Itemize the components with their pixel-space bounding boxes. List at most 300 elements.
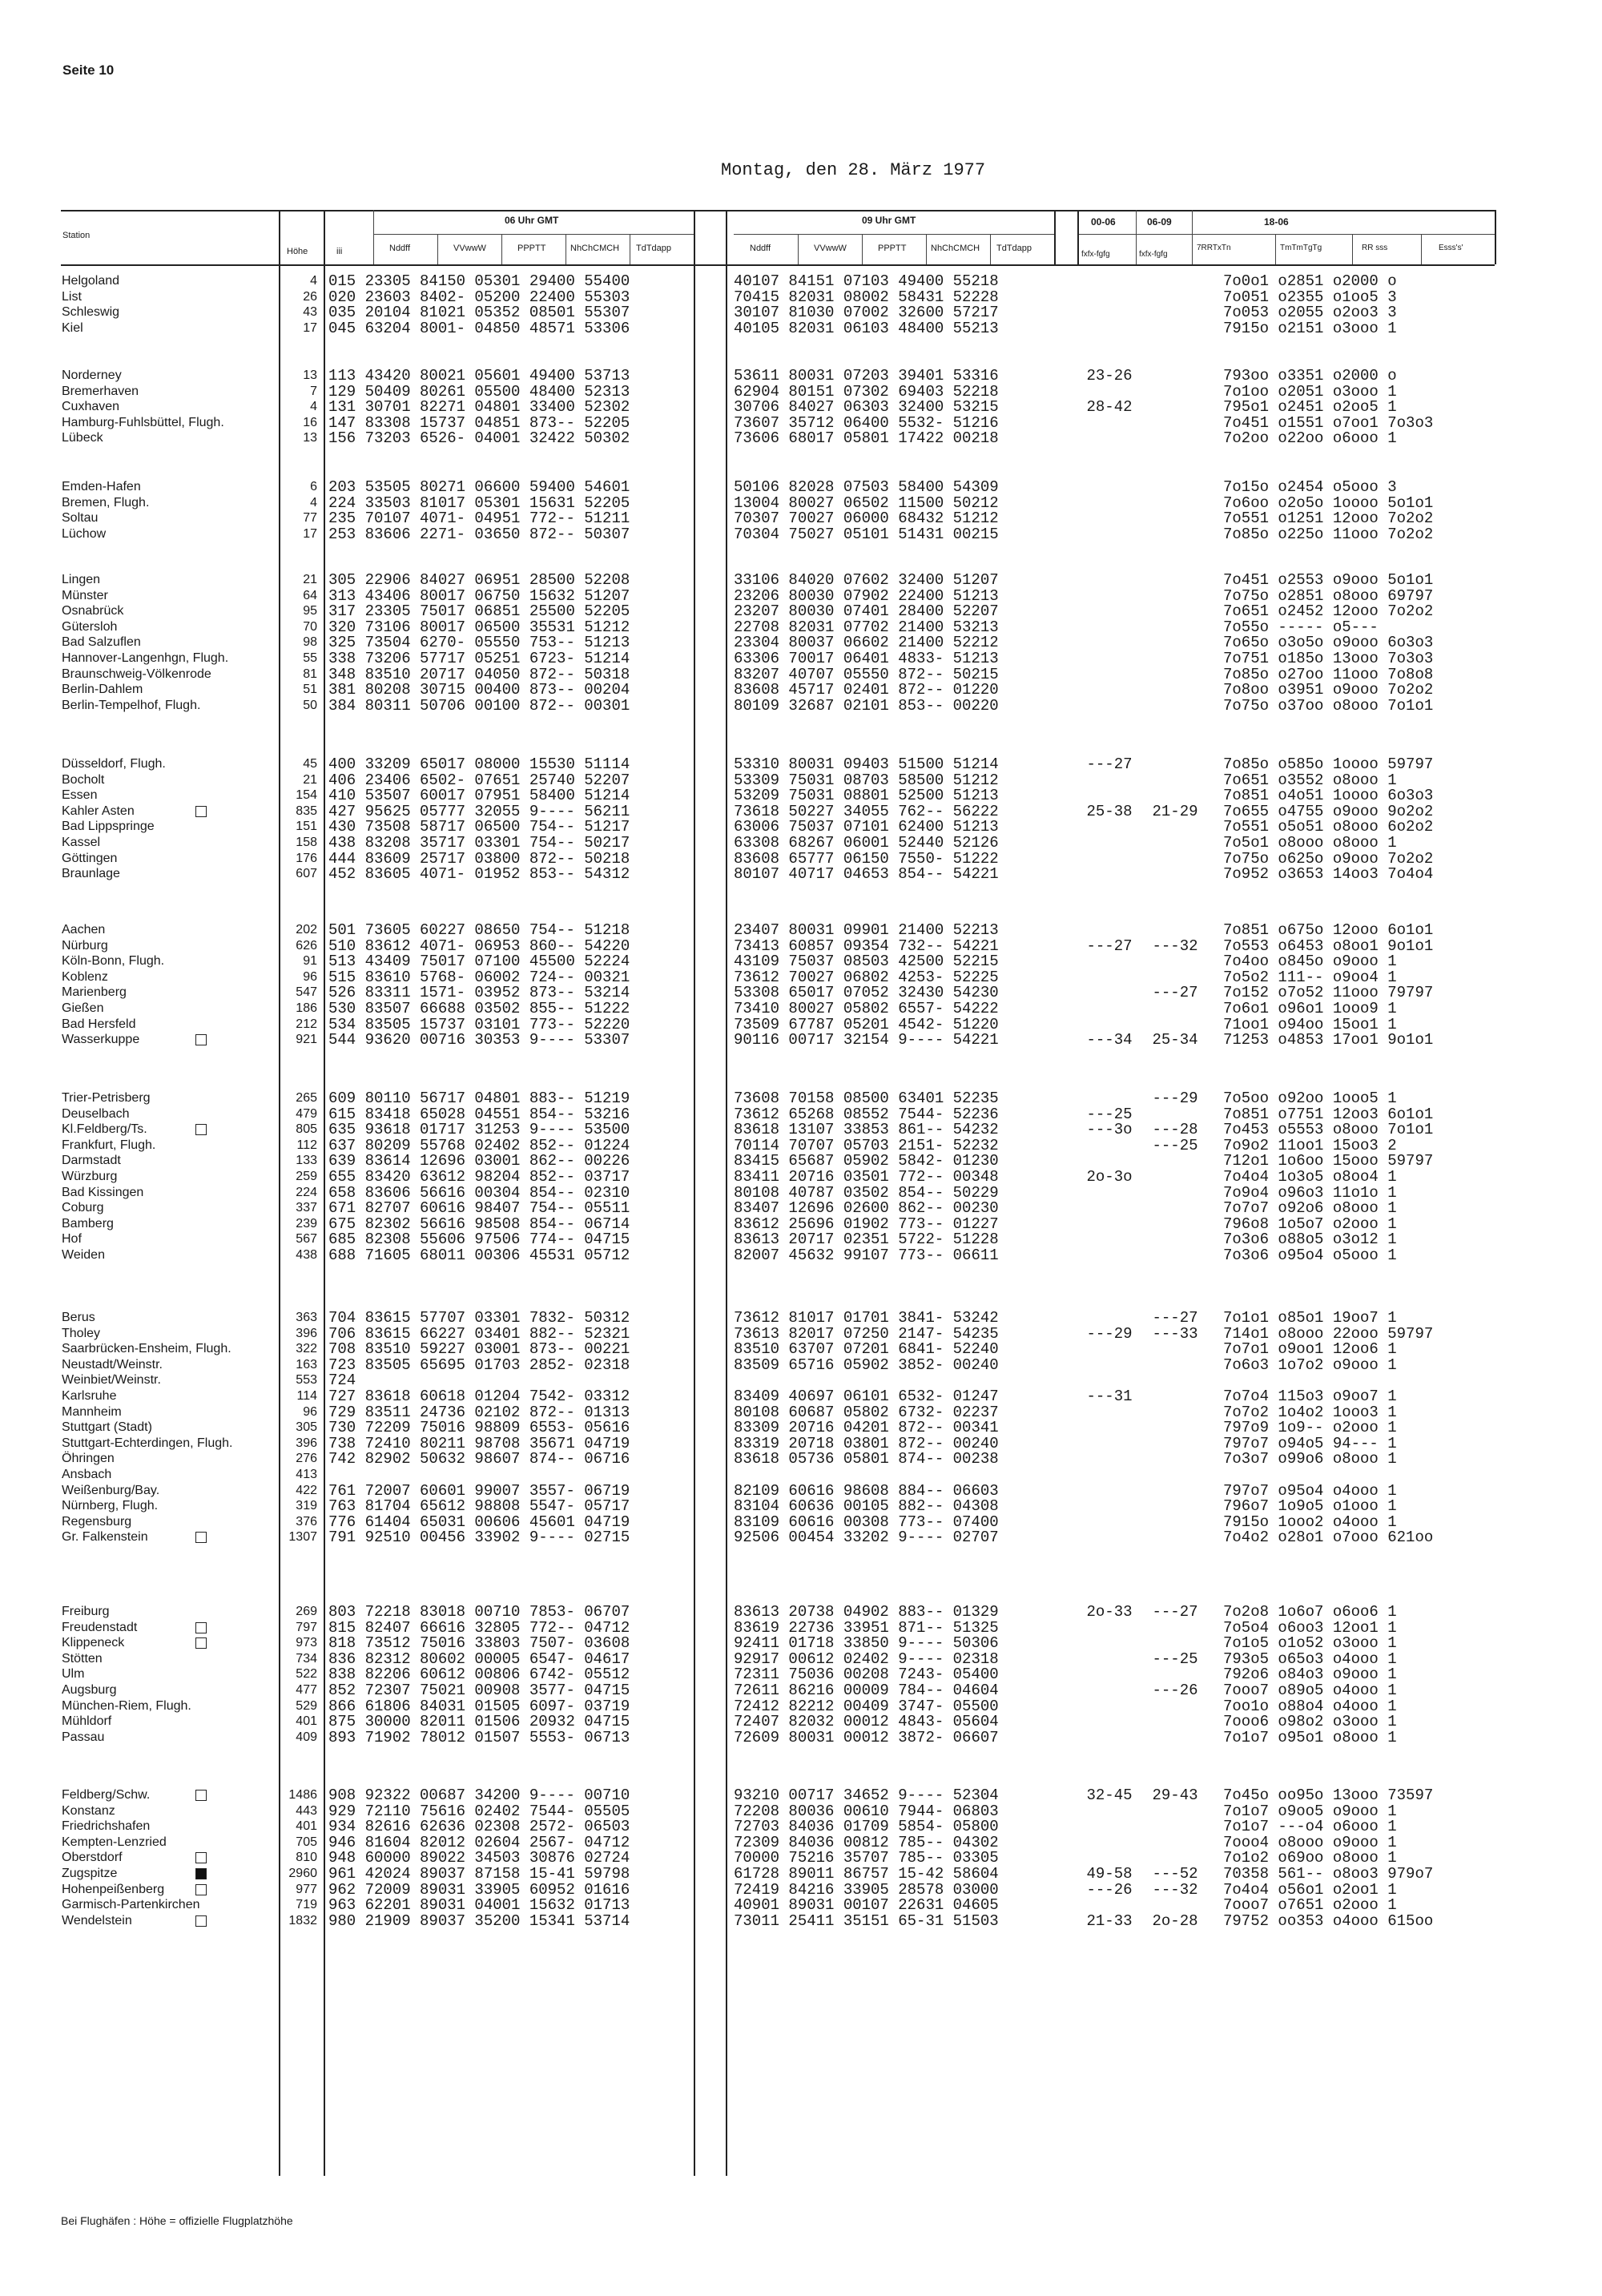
- summary-1806: 7o6o1 o96o1 1ooo9 1: [1223, 1000, 1397, 1017]
- rule-09-end: [1054, 210, 1056, 264]
- gust-0609: ---27: [1152, 1309, 1198, 1327]
- obs-09: 83509 65716 05902 3852- 00240: [734, 1355, 999, 1374]
- station-name: Konstanz: [62, 1803, 115, 1818]
- obs-09: 30706 84027 06303 32400 53215: [734, 398, 999, 417]
- header-period-1806: 18-06: [1264, 216, 1289, 228]
- obs-09: 40105 82031 06103 48400 55213: [734, 319, 999, 337]
- station-name: Klippeneck: [62, 1636, 125, 1650]
- summary-1806: 7o7o2 1o4o2 1ooo3 1: [1223, 1403, 1397, 1421]
- station-name: Garmisch-Partenkirchen: [62, 1898, 200, 1912]
- summary-1806: 7o7o7 o92o6 o8ooo 1: [1223, 1199, 1397, 1218]
- rule-h9-2: [862, 234, 863, 264]
- gust-0006: ---27: [1086, 937, 1133, 955]
- station-hoehe: 202: [296, 923, 317, 937]
- obs-06: 131 30701 82271 04801 33400 52302: [328, 398, 630, 417]
- obs-06: 348 83510 20717 04050 872-- 50318: [328, 665, 630, 683]
- obs-06: 444 83609 25717 03800 872-- 50218: [328, 849, 630, 868]
- station-name: Hof: [62, 1232, 82, 1247]
- obs-09: 70000 75216 35707 785-- 03305: [734, 1849, 999, 1867]
- station-hoehe: 973: [296, 1636, 317, 1650]
- station-hoehe: 921: [296, 1033, 317, 1047]
- gust-0609: ---25: [1152, 1649, 1198, 1668]
- station-hoehe: 239: [296, 1216, 317, 1231]
- table-row: [0, 1001, 1602, 1017]
- obs-06: 325 73504 6270- 05550 753-- 51213: [328, 634, 630, 652]
- header-iii: iii: [336, 247, 343, 256]
- station-hoehe: 276: [296, 1452, 317, 1466]
- obs-09: 70304 75027 05101 51431 00215: [734, 525, 999, 543]
- gust-0006: ---31: [1086, 1388, 1133, 1405]
- table-row: [0, 1106, 1602, 1122]
- table-row: [0, 384, 1602, 400]
- summary-1806: 7o655 o4755 o9ooo 9o2o2: [1223, 802, 1434, 820]
- table-row: [0, 1787, 1602, 1803]
- station-hoehe: 151: [296, 820, 317, 834]
- station-hoehe: 479: [296, 1106, 317, 1121]
- obs-06: 685 82308 55606 97506 774-- 04715: [328, 1231, 630, 1249]
- obs-06: 035 20104 81021 05352 08501 55307: [328, 304, 630, 322]
- table-row: [0, 1138, 1602, 1154]
- obs-06: 738 72410 80211 98708 35671 04719: [328, 1434, 630, 1452]
- rule-h9-1: [798, 234, 799, 264]
- obs-06: 908 92322 00687 34200 9---- 00710: [328, 1786, 630, 1804]
- rule-p5: [1352, 234, 1353, 264]
- table-row: [0, 1882, 1602, 1898]
- table-row: [0, 588, 1602, 604]
- summary-1806: 714o1 o8ooo 22ooo 59797: [1223, 1324, 1434, 1343]
- obs-06: 635 93618 01717 31253 9---- 53500: [328, 1121, 630, 1139]
- table-row: [0, 1436, 1602, 1452]
- station-hoehe: 43: [303, 305, 317, 320]
- station-name: Ulm: [62, 1667, 85, 1682]
- station-name: Berus: [62, 1311, 95, 1324]
- obs-09: 73618 50227 34055 762-- 56222: [734, 802, 999, 820]
- station-hoehe: 186: [296, 1001, 317, 1015]
- gust-0006: ---26: [1086, 1880, 1133, 1899]
- obs-06: 948 60000 89022 34503 30876 02724: [328, 1849, 630, 1867]
- obs-06: 704 83615 57707 03301 7832- 50312: [328, 1309, 630, 1327]
- obs-09: 33106 84020 07602 32400 51207: [734, 571, 999, 589]
- header-06-ppptt: PPPTT: [517, 244, 546, 253]
- station-name: Nürnberg, Flugh.: [62, 1499, 159, 1513]
- station-hoehe: 319: [296, 1499, 317, 1513]
- table-row: [0, 619, 1602, 635]
- obs-06: 430 73508 58717 06500 754-- 51217: [328, 818, 630, 836]
- summary-1806: 7o75o o2851 o8ooo 69797: [1223, 586, 1434, 605]
- station-hoehe: 401: [296, 1819, 317, 1834]
- obs-09: 61728 89011 86757 15-42 58604: [734, 1865, 999, 1883]
- obs-09: 72311 75036 00208 7243- 05400: [734, 1666, 999, 1684]
- table-row: [0, 756, 1602, 772]
- obs-06: 253 83606 2271- 03650 872-- 50307: [328, 525, 630, 543]
- summary-1806: 79752 oo353 o4ooo 615oo: [1223, 1911, 1434, 1930]
- station-hoehe: 154: [296, 788, 317, 803]
- summary-1806: 7o8oo o3951 o9ooo 7o2o2: [1223, 681, 1434, 699]
- station-name: Weiden: [62, 1248, 105, 1262]
- header-09-ppptt: PPPTT: [878, 244, 907, 253]
- header-period-0609: 06-09: [1147, 216, 1172, 228]
- obs-09: 90116 00717 32154 9---- 54221: [734, 1031, 999, 1049]
- obs-09: 23206 80030 07902 22400 51213: [734, 586, 999, 605]
- obs-09: 72703 84036 01709 5854- 05800: [734, 1818, 999, 1836]
- table-row: [0, 479, 1602, 495]
- footnote: Bei Flughäfen : Höhe = offizielle Flugplatzhöhe: [61, 2214, 293, 2227]
- table-top-rule: [61, 210, 1495, 211]
- table-row: [0, 273, 1602, 289]
- summary-1806: 7o9o4 o96o3 11o1o 1: [1223, 1183, 1397, 1202]
- summary-1806: 7o45o oo95o 13ooo 73597: [1223, 1786, 1434, 1804]
- obs-09: 70415 82031 08002 58431 52228: [734, 288, 999, 306]
- station-hoehe: 4: [310, 400, 317, 414]
- gust-0609: ---29: [1152, 1090, 1198, 1107]
- station-name: Köln-Bonn, Flugh.: [62, 954, 165, 969]
- obs-09: 72309 84036 00812 785-- 04302: [734, 1833, 999, 1851]
- station-hoehe: 1486: [288, 1788, 317, 1802]
- gust-0609: 25-34: [1152, 1031, 1198, 1049]
- station-name: Weißenburg/Bay.: [62, 1483, 160, 1497]
- obs-06: 675 82302 56616 98508 854-- 06714: [328, 1214, 630, 1233]
- header-gust-0609: fxfx-fgfg: [1139, 250, 1168, 259]
- obs-09: 43109 75037 08503 42500 52215: [734, 953, 999, 971]
- station-name: Koblenz: [62, 969, 108, 984]
- obs-09: 73410 80027 05802 6557- 54222: [734, 1000, 999, 1017]
- obs-09: 83618 13107 33853 861-- 54232: [734, 1121, 999, 1139]
- summary-1806: 7o85o o225o 11ooo 7o2o2: [1223, 525, 1434, 543]
- square-icon: [195, 1124, 207, 1135]
- summary-1806: 7o75o o37oo o8ooo 7o1o1: [1223, 696, 1434, 715]
- summary-1806: 7o1o1 o85o1 19oo7 1: [1223, 1309, 1397, 1327]
- obs-09: 70114 70707 05703 2151- 52232: [734, 1136, 999, 1154]
- summary-1806: 7o4oo o845o o9ooo 1: [1223, 953, 1397, 971]
- obs-09: 83411 20716 03501 772-- 00348: [734, 1168, 999, 1186]
- square-icon: [195, 1790, 207, 1801]
- station-hoehe: 114: [296, 1389, 317, 1403]
- station-hoehe: 13: [303, 369, 317, 382]
- obs-09: 83207 40707 05550 872-- 50215: [734, 665, 999, 683]
- station-name: Lingen: [62, 573, 101, 586]
- station-hoehe: 396: [296, 1326, 317, 1340]
- table-row: [0, 1341, 1602, 1357]
- station-hoehe: 163: [296, 1357, 317, 1372]
- summary-1806: 7o1oo o2051 o3ooo 1: [1223, 382, 1397, 401]
- rule-h6-2: [501, 234, 502, 264]
- station-hoehe: 443: [296, 1803, 317, 1818]
- table-row: [0, 953, 1602, 969]
- summary-1806: 712o1 1o6oo 15ooo 59797: [1223, 1152, 1434, 1170]
- station-hoehe: 51: [303, 683, 317, 697]
- station-name: Wendelstein: [62, 1913, 132, 1927]
- table-row: [0, 1388, 1602, 1404]
- summary-1806: 7915o 1ooo2 o4ooo 1: [1223, 1513, 1397, 1531]
- table-row: [0, 1451, 1602, 1467]
- station-hoehe: 529: [296, 1698, 317, 1713]
- table-row: [0, 1682, 1602, 1698]
- station-hoehe: 6: [310, 480, 317, 493]
- station-hoehe: 17: [303, 526, 317, 541]
- summary-1806: 7o1o7 ---o4 o6ooo 1: [1223, 1818, 1397, 1836]
- table-row: [0, 1247, 1602, 1263]
- gust-0609: ---26: [1152, 1682, 1198, 1699]
- obs-06: 534 83505 15737 03101 773-- 52220: [328, 1015, 630, 1033]
- station-name: Tholey: [62, 1326, 101, 1340]
- rule-iii: [373, 210, 374, 264]
- header-gust-0006: fxfx-fgfg: [1081, 250, 1110, 259]
- table-row: [0, 1835, 1602, 1851]
- table-row: [0, 304, 1602, 320]
- summary-1806: 7o152 o7o52 11ooo 79797: [1223, 984, 1434, 1002]
- summary-1806: 7o952 o3653 14oo3 7o4o4: [1223, 865, 1434, 884]
- gust-0006: 32-45: [1086, 1786, 1133, 1804]
- obs-06: 452 83605 4071- 01952 853-- 54312: [328, 865, 630, 884]
- table-row: [0, 1032, 1602, 1048]
- table-row: [0, 1651, 1602, 1667]
- header-06-dewpoint: TdTdapp: [636, 244, 672, 253]
- obs-06: 609 80110 56717 04801 883-- 51219: [328, 1090, 630, 1107]
- obs-06: 147 83308 15737 04851 873-- 52205: [328, 413, 630, 432]
- station-hoehe: 158: [296, 836, 317, 849]
- summary-1806: 7o5oo o92oo 1ooo5 1: [1223, 1090, 1397, 1107]
- table-row: [0, 1169, 1602, 1185]
- table-row: [0, 1913, 1602, 1929]
- obs-09: 83608 65777 06150 7550- 51222: [734, 849, 999, 868]
- header-06-nddff: Nddff: [389, 244, 411, 253]
- obs-09: 53611 80031 07203 39401 53316: [734, 367, 999, 385]
- station-name: Würzburg: [62, 1170, 118, 1183]
- summary-1806: 797o7 o94o5 94--- 1: [1223, 1434, 1397, 1452]
- gust-0006: ---3o: [1086, 1121, 1133, 1139]
- obs-09: 70307 70027 06000 68432 51212: [734, 510, 999, 528]
- station-name: Kassel: [62, 836, 101, 849]
- station-hoehe: 734: [296, 1651, 317, 1666]
- gust-0609: 21-29: [1152, 802, 1198, 820]
- obs-09: 53209 75031 08801 52500 51213: [734, 787, 999, 805]
- header-06-uhr: 06 Uhr GMT: [505, 215, 559, 226]
- table-row: [0, 1498, 1602, 1514]
- summary-1806: 7ooo6 o98o2 o3ooo 1: [1223, 1713, 1397, 1731]
- filled-square-icon: [195, 1868, 207, 1879]
- gust-0609: ---28: [1152, 1121, 1198, 1139]
- obs-09: 83612 25696 01902 773-- 01227: [734, 1214, 999, 1233]
- table-row: [0, 1153, 1602, 1169]
- table-row: [0, 1357, 1602, 1373]
- station-hoehe: 269: [296, 1605, 317, 1618]
- station-hoehe: 438: [296, 1248, 317, 1262]
- station-name: Augsburg: [62, 1683, 117, 1697]
- table-row: [0, 682, 1602, 698]
- table-row: [0, 1122, 1602, 1138]
- obs-06: 729 83511 24736 02102 872-- 01313: [328, 1403, 630, 1421]
- table-row: [0, 368, 1602, 384]
- station-hoehe: 81: [303, 667, 317, 681]
- station-name: Lübeck: [62, 431, 103, 445]
- station-hoehe: 26: [303, 289, 317, 304]
- gust-0006: ---29: [1086, 1324, 1133, 1343]
- summary-1806: 70358 561-- o8oo3 979o7: [1223, 1865, 1434, 1883]
- summary-1806: 7oo1o o88o4 o4ooo 1: [1223, 1697, 1397, 1715]
- obs-09: 40107 84151 07103 49400 55218: [734, 272, 999, 290]
- header-sub-rule-09: [734, 234, 1054, 235]
- summary-1806: 7o551 o5o51 o8ooo 6o2o2: [1223, 818, 1434, 836]
- obs-09: 80109 32687 02101 853-- 00220: [734, 696, 999, 715]
- obs-06: 838 82206 60612 00806 6742- 05512: [328, 1666, 630, 1684]
- obs-06: 313 43406 80017 06750 15632 51207: [328, 586, 630, 605]
- obs-09: 80108 60687 05802 6732- 02237: [734, 1403, 999, 1421]
- station-name: Berlin-Tempelhof, Flugh.: [62, 698, 201, 712]
- table-row: [0, 851, 1602, 867]
- table-row: [0, 651, 1602, 667]
- obs-06: 934 82616 62636 02308 2572- 06503: [328, 1818, 630, 1836]
- obs-06: 962 72009 89031 33905 60952 01616: [328, 1880, 630, 1899]
- summary-1806: 7o1o5 o1o52 o3ooo 1: [1223, 1634, 1397, 1653]
- summary-1806: 793o5 o65o3 o4ooo 1: [1223, 1649, 1397, 1668]
- header-09-uhr: 09 Uhr GMT: [862, 215, 916, 226]
- header-extremes: TmTmTgTg: [1280, 244, 1322, 252]
- table-row: [0, 1866, 1602, 1882]
- obs-06: 338 73206 57717 05251 6723- 51214: [328, 650, 630, 667]
- station-hoehe: 4: [310, 495, 317, 510]
- summary-1806: 7o4o4 o56o1 o2oo1 1: [1223, 1880, 1397, 1899]
- gust-0609: ---33: [1152, 1324, 1198, 1343]
- summary-1806: 797o9 1o9-- o2ooo 1: [1223, 1419, 1397, 1437]
- summary-1806: 7o3o6 o95o4 o5ooo 1: [1223, 1247, 1397, 1264]
- obs-09: 63006 75037 07101 62400 51213: [734, 818, 999, 836]
- station-hoehe: 363: [296, 1311, 317, 1324]
- obs-09: 82109 60616 98608 884-- 06603: [734, 1481, 999, 1500]
- station-name: Kiel: [62, 320, 83, 335]
- summary-1806: 7o2o8 1o6o7 o6oo6 1: [1223, 1603, 1397, 1621]
- table-row: [0, 1372, 1602, 1388]
- summary-1806: 7o3o6 o88o5 o3o12 1: [1223, 1231, 1397, 1249]
- obs-06: 615 83418 65028 04551 854-- 53216: [328, 1105, 630, 1123]
- obs-09: 83510 63707 07201 6841- 52240: [734, 1340, 999, 1359]
- summary-1806: 71oo1 o94oo 15oo1 1: [1223, 1015, 1397, 1033]
- station-name: Bad Kissingen: [62, 1185, 144, 1199]
- station-hoehe: 7: [310, 384, 317, 398]
- station-hoehe: 322: [296, 1342, 317, 1356]
- station-hoehe: 45: [303, 757, 317, 771]
- table-row: [0, 526, 1602, 542]
- obs-06: 655 83420 63612 98204 852-- 03717: [328, 1168, 630, 1186]
- obs-06: 526 83311 1571- 03952 873-- 53214: [328, 984, 630, 1002]
- station-hoehe: 98: [303, 635, 317, 650]
- table-row: [0, 938, 1602, 954]
- station-name: Essen: [62, 788, 98, 803]
- station-hoehe: 422: [296, 1483, 317, 1497]
- summary-1806: 7o453 o5553 o8ooo 7o1o1: [1223, 1121, 1434, 1139]
- obs-06: 501 73605 60227 08650 754-- 51218: [328, 921, 630, 939]
- obs-09: 83619 22736 33951 871-- 51325: [734, 1618, 999, 1637]
- station-hoehe: 409: [296, 1730, 317, 1744]
- station-name: Kahler Asten: [62, 804, 135, 818]
- station-name: Münster: [62, 588, 108, 602]
- station-name: Hamburg-Fuhlsbüttel, Flugh.: [62, 415, 224, 429]
- obs-09: 92917 00612 02402 9---- 02318: [734, 1649, 999, 1668]
- summary-1806: 7o051 o2355 o1oo5 3: [1223, 288, 1397, 306]
- station-name: Stuttgart-Echterdingen, Flugh.: [62, 1436, 233, 1450]
- station-name: Wasserkuppe: [62, 1033, 140, 1047]
- station-hoehe: 96: [303, 1404, 317, 1419]
- station-name: Emden-Hafen: [62, 480, 141, 493]
- header-rr-snow: RR sss: [1362, 244, 1388, 252]
- summary-1806: 7o651 o3552 o8ooo 1: [1223, 771, 1397, 789]
- station-hoehe: 567: [296, 1232, 317, 1247]
- summary-1806: 7o851 o4o51 1oooo 6o3o3: [1223, 787, 1434, 805]
- station-name: Bocholt: [62, 772, 105, 787]
- obs-09: 50106 82028 07503 58400 54309: [734, 478, 999, 496]
- summary-1806: 795o1 o2451 o2oo5 1: [1223, 398, 1397, 417]
- station-name: Zugspitze: [62, 1867, 118, 1880]
- station-name: Freudenstadt: [62, 1620, 138, 1634]
- gust-0609: ---27: [1152, 984, 1198, 1002]
- gust-0609: ---32: [1152, 1880, 1198, 1899]
- obs-09: 73612 81017 01701 3841- 53242: [734, 1309, 999, 1327]
- gust-0609: ---25: [1152, 1136, 1198, 1154]
- gust-0006: ---25: [1086, 1105, 1133, 1123]
- table-row: [0, 320, 1602, 336]
- station-name: Coburg: [62, 1201, 104, 1215]
- summary-1806: 7o5o4 o6oo3 12oo1 1: [1223, 1618, 1397, 1637]
- obs-09: 63308 68267 06001 52440 52126: [734, 834, 999, 852]
- table-row: [0, 430, 1602, 446]
- table-row: [0, 1803, 1602, 1819]
- station-name: Mannheim: [62, 1404, 122, 1419]
- obs-06: 427 95625 05777 32055 9---- 56211: [328, 802, 630, 820]
- station-hoehe: 626: [296, 938, 317, 953]
- table-row: [0, 399, 1602, 415]
- station-name: Gießen: [62, 1001, 104, 1015]
- obs-09: 93210 00717 34652 9---- 52304: [734, 1786, 999, 1804]
- table-row: [0, 1529, 1602, 1545]
- obs-09: 30107 81030 07002 32600 57217: [734, 304, 999, 322]
- obs-06: 639 83614 12696 03001 862-- 00226: [328, 1152, 630, 1170]
- header-snow: Esss's': [1439, 244, 1463, 252]
- obs-06: 727 83618 60618 01204 7542- 03312: [328, 1388, 630, 1405]
- obs-06: 791 92510 00456 33902 9---- 02715: [328, 1529, 630, 1547]
- station-name: Regensburg: [62, 1514, 132, 1529]
- table-row: [0, 772, 1602, 788]
- table-row: [0, 289, 1602, 305]
- summary-1806: 7o6o3 1o7o2 o9ooo 1: [1223, 1355, 1397, 1374]
- summary-1806: 7ooo4 o8ooo o9ooo 1: [1223, 1833, 1397, 1851]
- table-row: [0, 1017, 1602, 1033]
- obs-06: 381 80208 30715 00400 873-- 00204: [328, 681, 630, 699]
- obs-06: 637 80209 55768 02402 852-- 01224: [328, 1136, 630, 1154]
- obs-06: 852 72307 75021 00908 3577- 04715: [328, 1682, 630, 1699]
- table-row: [0, 1850, 1602, 1866]
- table-row: [0, 866, 1602, 882]
- station-name: Frankfurt, Flugh.: [62, 1138, 156, 1152]
- table-row: [0, 667, 1602, 683]
- station-hoehe: 607: [296, 867, 317, 881]
- station-hoehe: 337: [296, 1201, 317, 1215]
- table-row: [0, 510, 1602, 526]
- station-hoehe: 50: [303, 698, 317, 712]
- summary-1806: 7o1o7 o95o1 o8ooo 1: [1223, 1728, 1397, 1746]
- summary-1806: 7o7o4 115o3 o9oo7 1: [1223, 1388, 1397, 1405]
- station-hoehe: 96: [303, 969, 317, 984]
- summary-1806: 7o5o2 111-- o9oo4 1: [1223, 968, 1397, 986]
- obs-06: 803 72218 83018 00710 7853- 06707: [328, 1603, 630, 1621]
- obs-06: 818 73512 75016 33803 7507- 03608: [328, 1634, 630, 1653]
- gust-0006: 49-58: [1086, 1865, 1133, 1883]
- station-hoehe: 95: [303, 604, 317, 618]
- table-row: [0, 1326, 1602, 1342]
- table-row: [0, 1730, 1602, 1746]
- header-09-vvwww: VVwwW: [814, 244, 847, 253]
- station-name: Deuselbach: [62, 1106, 130, 1121]
- station-name: Saarbrücken-Ensheim, Flugh.: [62, 1342, 231, 1356]
- summary-1806: 7o553 o6453 o8oo1 9o1o1: [1223, 937, 1434, 955]
